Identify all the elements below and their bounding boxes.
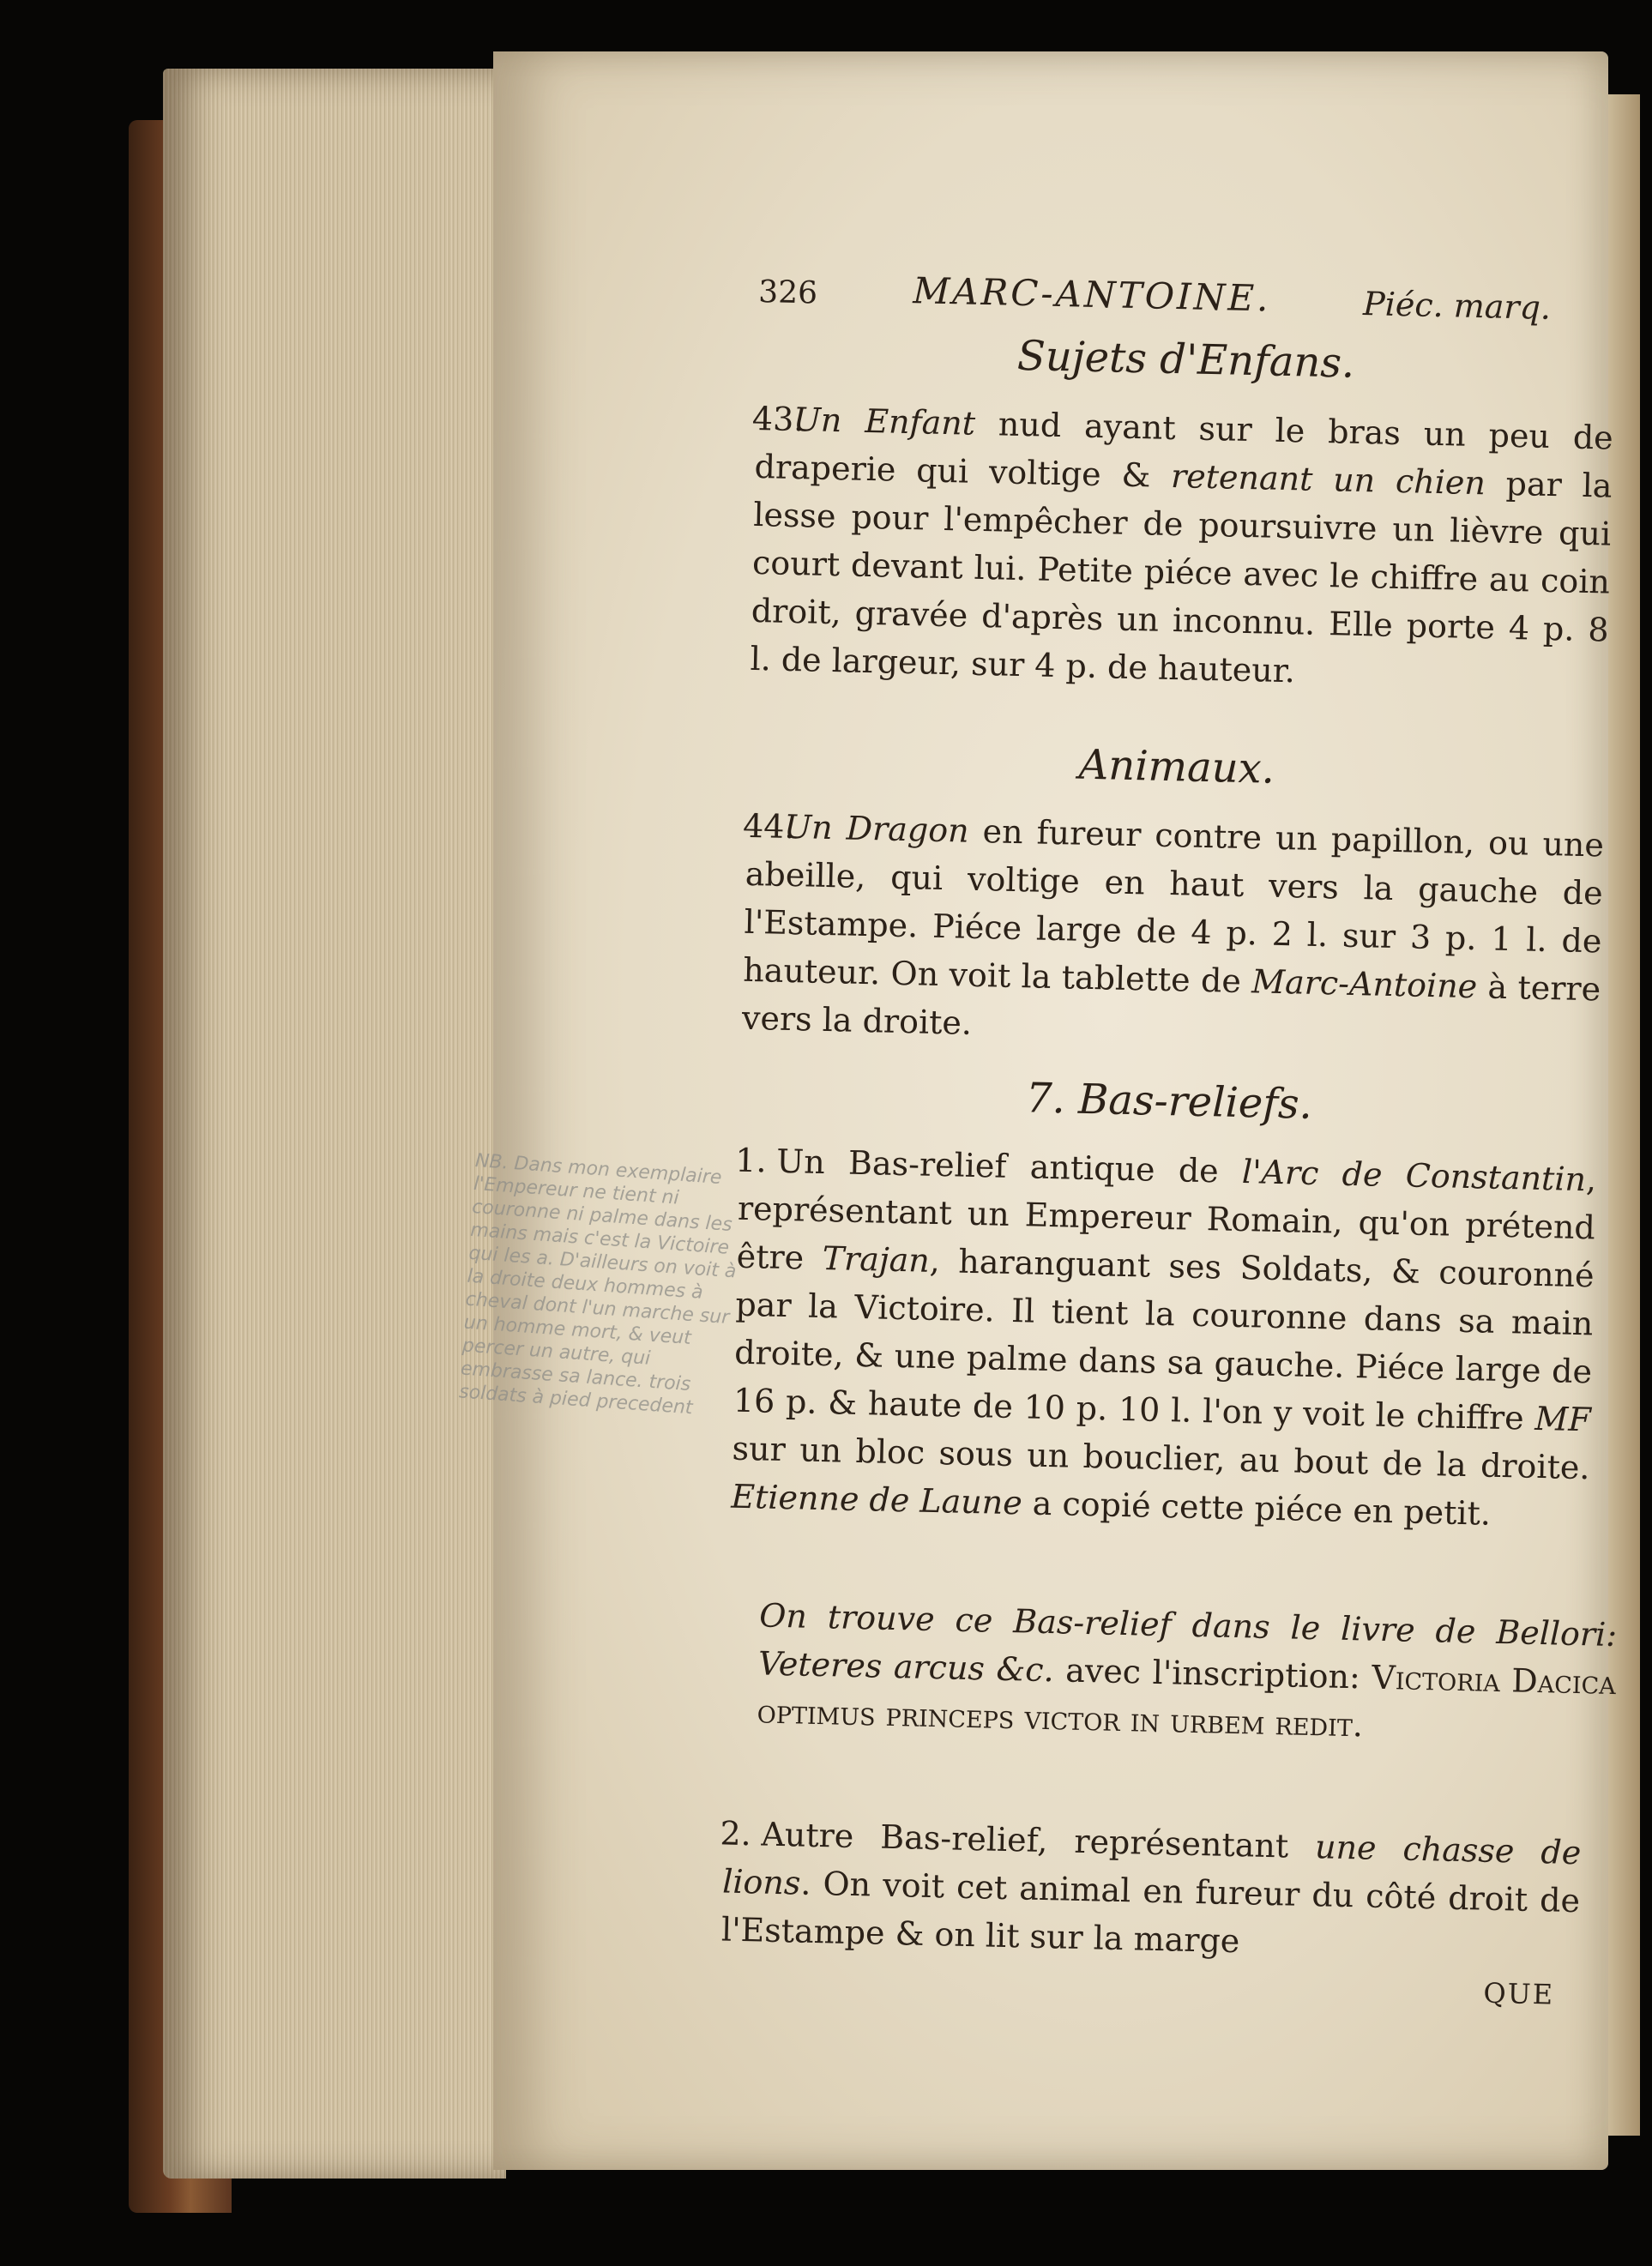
page-text-block (720, 266, 1634, 2011)
entry-emperor: Trajan (822, 1238, 931, 1280)
book-page (493, 51, 1618, 2170)
catalog-entry-bas-relief-1 (731, 1136, 1597, 1540)
section-heading-enfans: Sujets d'Enfans. (1016, 331, 1355, 388)
entry-text: par la lesse pour l'empêcher de poursuivre un lièvre qui court devant lui. Petite piéce avec le chiffre au coin droit, gravée d'après un inconnu. Elle porte 4 p. 8 l. de largeur, sur 4 p. de hauteur. (750, 464, 1613, 690)
entry-text: nud ayant sur le bras un peu de draperie qui voltige & (754, 404, 1614, 495)
section-heading-bas-reliefs: 7. Bas-reliefs. (1025, 1074, 1313, 1129)
entry-text: Autre Bas-relief, représentant (761, 1815, 1316, 1866)
page-block-edges (163, 69, 506, 2179)
entry-number: 2. (720, 1814, 752, 1853)
entry-engraver: Etienne de Laune (730, 1477, 1023, 1522)
page-number: 326 (757, 274, 818, 311)
entry-subject: une chasse de lions (721, 1828, 1582, 1902)
entry-subject: Un Enfant (793, 400, 976, 443)
entry-text: à terre vers la droite. (741, 967, 1601, 1042)
note-text: On trouve ce Bas-relief dans le livre de Bellori: (758, 1596, 1618, 1654)
entry-emphasis: retenant un chien (1170, 456, 1486, 503)
entry-text: . On voit cet animal en fureur du côté droit de l'Estampe & on lit sur la marge (720, 1864, 1581, 1961)
note-book-title: Veteres arcus &c. (757, 1644, 1055, 1690)
entry-subject: Un Dragon (783, 807, 970, 850)
entry-number: 1. (734, 1141, 768, 1180)
entry-monument: l'Arc de Constantin (1241, 1153, 1587, 1199)
catchword: QUE (1483, 1976, 1555, 2011)
catalog-note (726, 1591, 1618, 1755)
catalog-entry-44 (741, 802, 1604, 1062)
running-section-label: Piéc. marq. (1362, 284, 1552, 327)
entry-text: en fureur contre un papillon, ou une abeille, qui voltige en haut vers la gauche de l'Estampe. Piéce large de 4 p. 2 l. sur 3 p. 1 l. de hauteur. On voit la tablette de (742, 811, 1605, 1001)
entry-artist: Marc-Antoine (1251, 962, 1478, 1006)
handwritten-marginal-note: NB. Dans mon exemplaire l'Empereur ne tient ni couronne ni palme dans les mains mais c'est la Victoire qui les a. D'ailleurs on voit à la droite deux hommes à cheval dont l'un marche sur un homme mort, & veut percer un autre, qui embrasse sa lance. trois soldats à pied precedent (458, 1149, 738, 1419)
note-text: avec l'inscription: (1053, 1651, 1372, 1696)
entry-number: 43. (751, 399, 805, 439)
catalog-entry-43 (750, 395, 1613, 702)
facing-page-edge (1606, 94, 1640, 2136)
entry-text: , haranguant ses Soldats, & couronné par la Victoire. Il tient la couronne dans sa main droite, & une palme dans sa gauche. Piéce large de 16 p. & haute de 10 p. 10 l. l'on y voit le chiffre (733, 1241, 1595, 1437)
entry-number: 44. (742, 806, 796, 847)
running-title: MARC-ANTOINE. (912, 269, 1272, 320)
entry-text: sur un bloc sous un bouclier, au bout de la droite. (732, 1429, 1590, 1487)
entry-text: Un Bas-relief antique de (775, 1142, 1243, 1191)
section-heading-animaux: Animaux. (1078, 740, 1275, 793)
entry-monogram: MF (1534, 1399, 1592, 1439)
entry-text: a copié cette piéce en petit. (1022, 1484, 1492, 1533)
entry-text: , représentant un Empereur Romain, qu'on prétend être (736, 1160, 1597, 1277)
note-inscription: Victoria Dacica optimus princeps victor in urbem redit. (757, 1658, 1617, 1745)
catalog-entry-bas-relief-2 (720, 1810, 1582, 1974)
